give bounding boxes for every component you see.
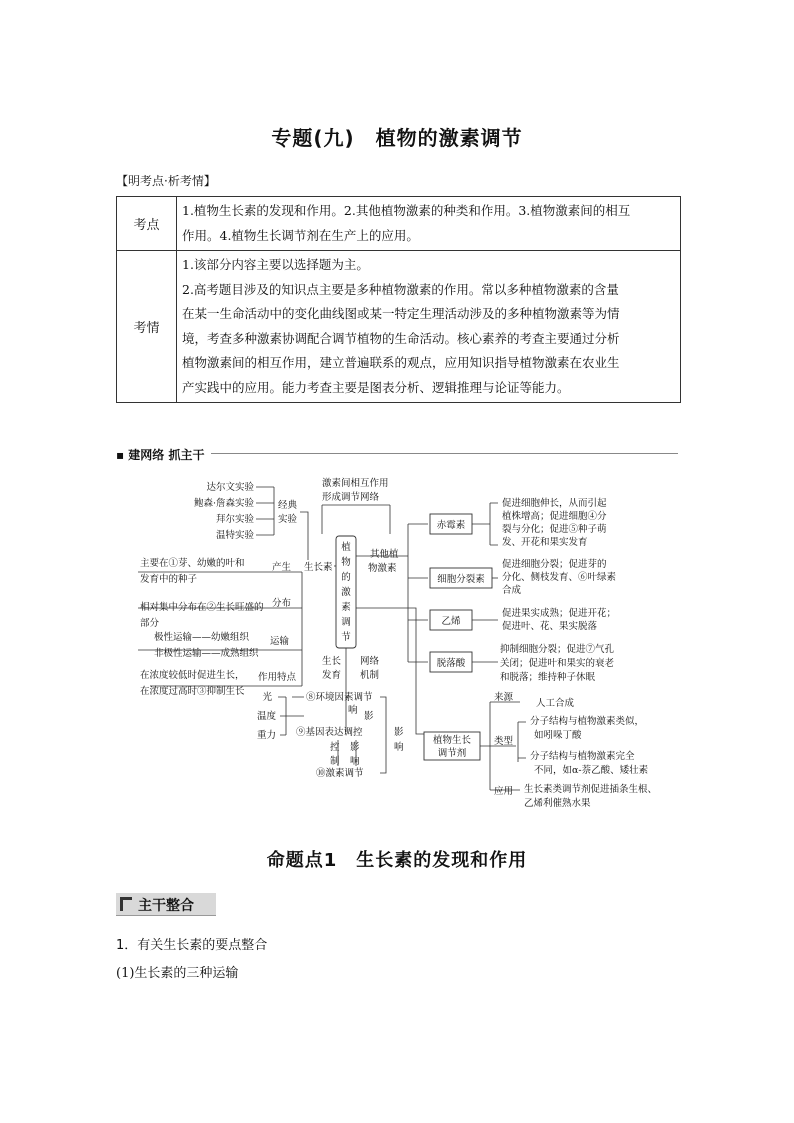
regulator-label: 调节剂 — [437, 748, 467, 759]
feature-text: 在浓度过高时③抑制生长 — [140, 686, 245, 697]
produce-text: 发育中的种子 — [140, 574, 198, 585]
hormone-label: 脱落酸 — [436, 658, 466, 669]
svg-text:的: 的 — [341, 572, 351, 583]
network-label: 机制 — [360, 670, 380, 681]
growth-label: 发育 — [322, 670, 342, 681]
table-line: 作用。4.植物生长调节剂在生产上的应用。 — [182, 227, 419, 243]
growth-label: 生长 — [322, 656, 342, 667]
influence-label: 影 — [364, 711, 374, 722]
influence-label: 响 — [394, 742, 404, 753]
other-label: 物激素 — [368, 563, 397, 574]
svg-text:激: 激 — [341, 587, 351, 598]
paragraph: (1)生长素的三种运输 — [116, 966, 239, 981]
apply-text: 乙烯利催熟水果 — [524, 798, 591, 809]
svg-text:拜尔实验: 拜尔实验 — [215, 514, 254, 525]
artificial-text: 人工合成 — [536, 698, 575, 709]
connector — [138, 572, 302, 686]
svg-text:达尔文实验: 达尔文实验 — [206, 482, 254, 493]
type-text: 如吲哚丁酸 — [534, 730, 582, 741]
aba-text: 关闭；促进叶和果实的衰老 — [500, 658, 615, 669]
type-label: 类型 — [494, 736, 514, 747]
top-note: 形成调节网络 — [322, 492, 380, 503]
table-line: 1.该部分内容主要以选择题为主。 — [182, 257, 369, 272]
section-label: ▪ 建网络 抓主干 — [116, 446, 211, 463]
produce-label: 产生 — [272, 562, 292, 573]
gene-label: ⑨基因表达调控 — [296, 727, 363, 738]
svg-text:素: 素 — [341, 602, 351, 613]
aba-text: 和脱落；维持种子休眠 — [500, 672, 596, 683]
influence-label: 影 — [350, 742, 360, 753]
distribute-text: 相对集中分布在②生长旺盛的 — [140, 602, 264, 613]
svg-text:调: 调 — [341, 617, 351, 628]
svg-text:温度: 温度 — [256, 711, 276, 722]
control-label: 制 — [330, 756, 340, 767]
feature-text: 在浓度较低时促进生长， — [140, 670, 245, 681]
apply-text: 生长素类调节剂促进插条生根、 — [524, 784, 658, 795]
apply-label: 应用 — [494, 786, 514, 797]
table-line: 产实践中的应用。能力考查主要是图表分析、逻辑推理与论证等能力。 — [182, 379, 570, 395]
badge-label: 主干整合 — [138, 898, 194, 914]
svg-text:鲍森·詹森实验: 鲍森·詹森实验 — [193, 498, 254, 509]
svg-text:植: 植 — [341, 542, 351, 553]
table-line: 2.高考题目涉及的知识点主要是多种植物激素的作用。常以多种植物激素的含量 — [182, 281, 619, 297]
connector — [322, 505, 390, 534]
env-label: ⑧环境因素调节 — [306, 692, 373, 703]
transport-text: 极性运输——幼嫩组织 — [154, 632, 250, 643]
top-note: 激素间相互作用 — [322, 478, 389, 489]
connector — [256, 487, 274, 535]
influence-label: 响 — [350, 756, 360, 767]
table-key: 考点 — [117, 197, 177, 251]
transport-text: 非极性运输——成熟组织 — [154, 648, 259, 659]
table-line: 境，考查多种激素协调配合调节植物的生命活动。核心素养的考查主要通过分析 — [182, 330, 620, 346]
distribute-text: 部分 — [140, 618, 160, 629]
ethylene-text: 促进果实成熟；促进开花； — [502, 608, 617, 619]
svg-text:节: 节 — [341, 632, 351, 643]
table-key: 考情 — [117, 251, 177, 403]
paragraph: 1．有关生长素的要点整合 — [116, 938, 268, 953]
network-label: 网络 — [360, 656, 380, 667]
type-text: 不同，如α-萘乙酸、矮壮素 — [534, 765, 649, 776]
classic-label: 经典 — [278, 500, 298, 511]
type-text: 分子结构与植物激素完全 — [530, 751, 635, 762]
env-factors — [257, 691, 277, 741]
transport-label: 运输 — [270, 636, 290, 647]
other-label: 其他植 — [370, 549, 399, 560]
subhead: 【明考点·析考情】 — [116, 174, 216, 188]
auxin-label: 生长素 — [304, 562, 333, 573]
control-label: 控 — [330, 742, 340, 753]
section-badge — [116, 893, 216, 916]
influence-label: 影 — [394, 727, 404, 738]
center-label — [341, 541, 351, 643]
connector — [356, 524, 428, 662]
influence-label: 响 — [348, 705, 358, 716]
gibberellin-text: 植株增高；促进细胞④分 — [502, 511, 607, 522]
bracket — [518, 722, 526, 762]
hormone-label: 赤霉素 — [436, 520, 466, 531]
cytokinin-text: 合成 — [502, 585, 522, 596]
distribute-label: 分布 — [272, 598, 292, 609]
connector — [300, 512, 308, 560]
gibberellin-text: 促进细胞伸长，从而引起 — [502, 498, 607, 509]
cytokinin-text: 分化、侧枝发育、⑥叶绿素 — [502, 572, 617, 583]
table-line: 在某一生命活动中的变化曲线图或某一特定生理活动涉及的多种植物激素等为情 — [182, 306, 620, 321]
section-heading: 命题点1 生长素的发现和作用 — [266, 850, 528, 871]
aba-text: 抑制细胞分裂；促进⑦气孔 — [500, 644, 615, 655]
hormone-label: 乙烯 — [441, 616, 461, 627]
experiments — [194, 481, 255, 541]
badge-mark-icon — [120, 897, 132, 911]
ethylene-text: 促进叶、花、果实脱落 — [502, 621, 598, 632]
produce-text: 主要在①芽、幼嫩的叶和 — [140, 558, 245, 569]
svg-text:光: 光 — [262, 692, 272, 703]
hormone-reg-label: ⑩激素调节 — [316, 768, 364, 779]
feature-label: 作用特点 — [258, 672, 297, 683]
source-label: 来源 — [494, 692, 514, 703]
gibberellin-text: 裂与分化；促进⑤种子萌 — [502, 524, 607, 535]
type-text: 分子结构与植物激素类似， — [530, 716, 645, 727]
regulator-label: 植物生长 — [432, 735, 472, 746]
bracket — [472, 503, 498, 545]
table-line: 1.植物生长素的发现和作用。2.其他植物激素的种类和作用。3.植物激素间的相互 — [182, 203, 631, 218]
classic-label: 实验 — [278, 514, 298, 525]
hormone-label: 细胞分裂素 — [437, 574, 485, 585]
gibberellin-text: 发、开花和果实发育 — [502, 537, 588, 548]
page-title: 专题(九) 植物的激素调节 — [271, 126, 523, 150]
svg-text:温特实验: 温特实验 — [215, 530, 254, 541]
svg-text:重力: 重力 — [256, 730, 276, 741]
svg-text:物: 物 — [341, 557, 351, 568]
table-line: 植物激素间的相互作用，建立普遍联系的观点，应用知识指导植物激素在农业生 — [182, 355, 620, 370]
cytokinin-text: 促进细胞分裂；促进芽的 — [502, 559, 607, 570]
